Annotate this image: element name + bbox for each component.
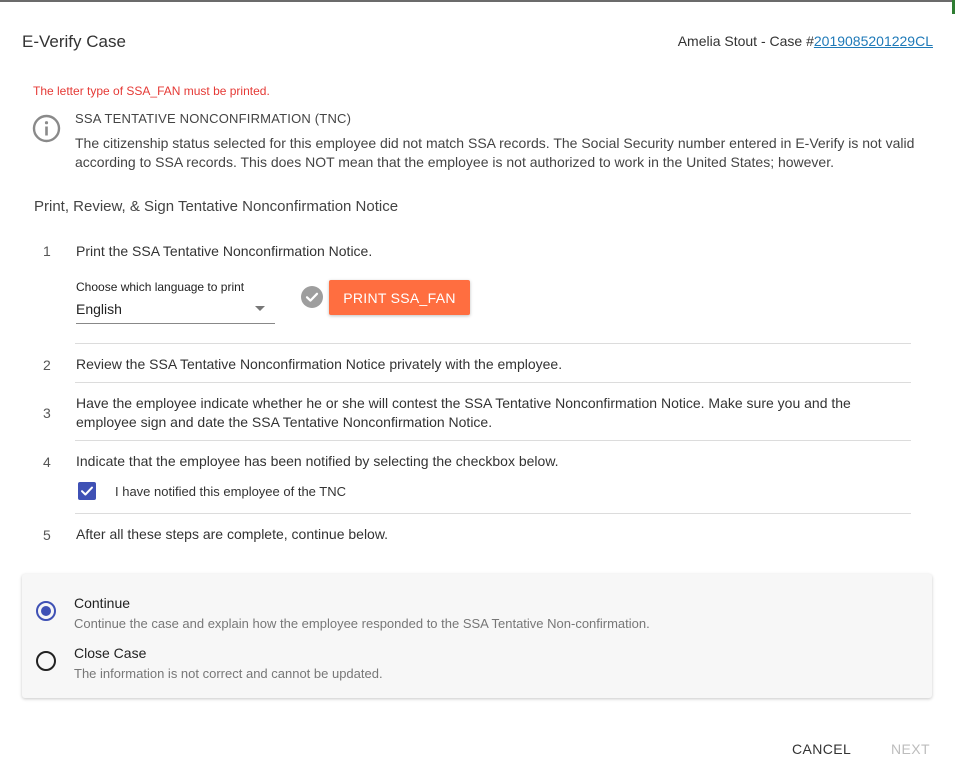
- page-title: E-Verify Case: [22, 32, 126, 51]
- step-number-2: 2: [43, 357, 51, 373]
- step-text-1: Print the SSA Tentative Nonconfirmation Notice.: [76, 243, 373, 259]
- case-info: [678, 33, 933, 49]
- case-number-link[interactable]: 2019085201229CL: [813, 33, 933, 49]
- step-text-2: Review the SSA Tentative Nonconfirmation Notice privately with the employee.: [76, 356, 563, 372]
- step-divider: [75, 513, 911, 514]
- check-circle-icon: [301, 286, 323, 308]
- language-select-label: Choose which language to print: [76, 280, 245, 294]
- step-number-1: 1: [43, 243, 51, 259]
- print-ssa-fan-button[interactable]: PRINT SSA_FAN: [329, 280, 470, 315]
- close-case-option-description: The information is not correct and cannot be updated.: [74, 666, 383, 681]
- step-text-4: Indicate that the employee has been notified by selecting the checkbox below.: [76, 453, 559, 469]
- continue-radio[interactable]: [36, 601, 56, 621]
- step-text-3: Have the employee indicate whether he or she will contest the SSA Tentative Nonconfirmation Notice. Make sure you and the employee sign and date the SSA Tentative Nonconfirmation Notice.: [76, 395, 851, 430]
- step-number-4: 4: [43, 454, 51, 470]
- step-number-3: 3: [43, 405, 51, 421]
- step-divider: [75, 382, 911, 383]
- next-button[interactable]: NEXT: [891, 741, 930, 757]
- section-title: Print, Review, & Sign Tentative Nonconfirmation Notice: [34, 198, 399, 215]
- checkmark-icon: [78, 482, 96, 500]
- info-icon: [32, 114, 61, 143]
- continue-option-label[interactable]: Continue: [74, 595, 131, 611]
- language-select-value: English: [76, 301, 122, 317]
- chevron-down-icon: [255, 306, 265, 311]
- error-message: The letter type of SSA_FAN must be printed.: [33, 84, 270, 98]
- cancel-button[interactable]: CANCEL: [792, 741, 852, 757]
- tnc-title: SSA TENTATIVE NONCONFIRMATION (TNC): [75, 111, 352, 126]
- case-options-card: [22, 574, 932, 698]
- language-select[interactable]: [76, 300, 275, 324]
- tnc-description: The citizenship status selected for this employee did not match SSA records. The Social Security number entered in E-Verify is not valid according to SSA records. This does NOT mean that the employee is not authorized to work in the United States; however.: [75, 135, 915, 170]
- close-case-option-label[interactable]: Close Case: [74, 645, 147, 661]
- step-number-5: 5: [43, 527, 51, 543]
- top-border: [0, 0, 955, 2]
- close-case-radio[interactable]: [36, 651, 56, 671]
- case-prefix: Amelia Stout - Case #: [677, 33, 814, 49]
- step-divider: [75, 343, 911, 344]
- step-divider: [75, 440, 911, 441]
- notified-checkbox[interactable]: [78, 482, 96, 500]
- continue-option-description: Continue the case and explain how the employee responded to the SSA Tentative Non-confirmation.: [74, 616, 650, 631]
- notified-checkbox-label: I have notified this employee of the TNC: [115, 484, 346, 499]
- step-text-5: After all these steps are complete, continue below.: [76, 526, 389, 542]
